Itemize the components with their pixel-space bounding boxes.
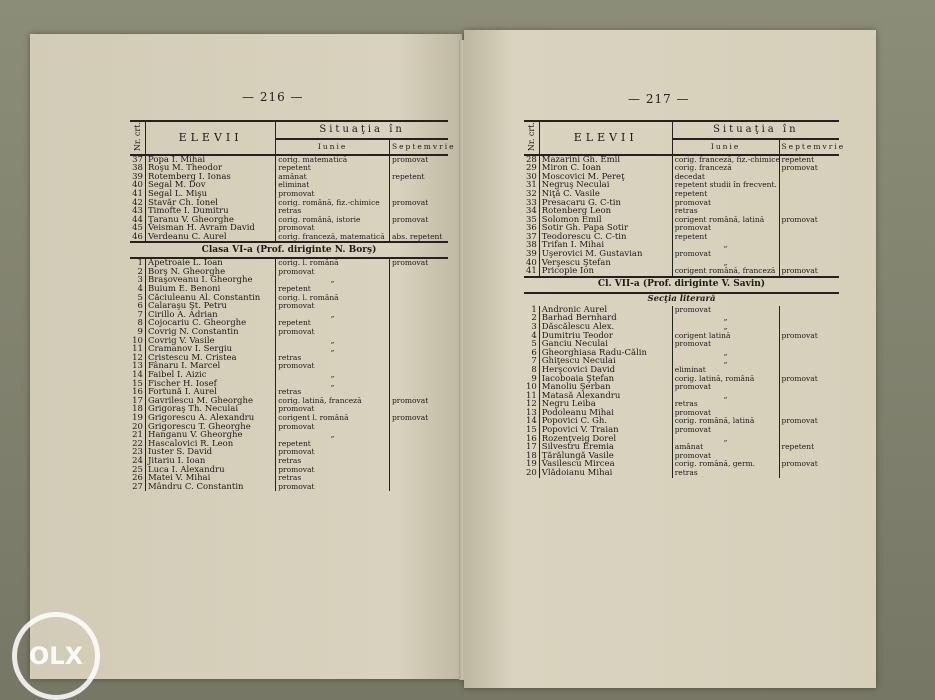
status-september: [389, 474, 448, 483]
student-name: Calaraşu Şt. Petru: [145, 302, 275, 311]
student-name: Roşu M. Theodor: [145, 164, 275, 173]
status-june: promovat: [672, 409, 779, 418]
status-september: [779, 181, 839, 190]
row-number: 3: [524, 323, 539, 332]
status-june: corigent română, franceză: [672, 267, 779, 277]
status-june: promovat: [276, 466, 390, 475]
status-september: [389, 362, 448, 371]
row-number: 22: [130, 440, 145, 449]
subsection-title-literara: Secţia literară: [647, 294, 716, 305]
student-name: Presacaru G. C-tin: [539, 198, 672, 207]
row-number: 41: [130, 190, 145, 199]
row-number: 19: [524, 460, 539, 469]
status-september: [389, 423, 448, 432]
status-september: [779, 233, 839, 242]
student-name: Ganciu Neculai: [539, 340, 672, 349]
status-september: promovat: [391, 197, 429, 207]
student-name: Negru Leiba: [539, 400, 672, 409]
status-september: [389, 319, 448, 328]
status-june: promovat: [276, 328, 390, 337]
row-number: 10: [130, 337, 145, 346]
table-row: [130, 233, 448, 243]
student-name: Segal M. Dov: [145, 181, 275, 190]
row-number: 1: [130, 258, 145, 268]
status-june: retras: [276, 388, 390, 397]
row-number: 14: [524, 417, 539, 426]
student-name: Iuster S. David: [145, 448, 275, 457]
row-number: 2: [130, 268, 145, 277]
status-june: „: [672, 392, 779, 401]
row-number: 15: [130, 380, 145, 389]
status-june: repetent: [276, 440, 390, 449]
row-number: 8: [524, 366, 539, 375]
student-name: Iacoboaia Ştefan: [539, 374, 672, 383]
section-title-cl-vii: Cl. VII-a (Prof. diriginte V. Savin): [524, 277, 839, 293]
student-name: Cirillo A. Adrian: [145, 311, 275, 320]
elevii-header: ELEVII: [145, 121, 275, 155]
status-june: corigent română, latină: [672, 216, 779, 225]
student-name: Solomon Emil: [539, 216, 672, 225]
grades-table-right: [524, 120, 846, 479]
status-september: promovat: [781, 214, 818, 224]
iunie-header: Iunie: [672, 139, 779, 155]
status-june: „: [276, 380, 390, 389]
status-june: promovat: [276, 302, 390, 311]
status-september: [779, 383, 839, 392]
status-june: corigent l. română: [276, 414, 390, 423]
student-name: Podoleanu Mihai: [539, 409, 672, 418]
row-number: 18: [130, 405, 145, 414]
status-september: [779, 357, 839, 366]
student-name: Cojocariu C. Gheorghe: [145, 319, 275, 328]
status-september: abs. repetent: [391, 231, 443, 241]
page-number-217: — 217 —: [628, 92, 690, 106]
row-number: 40: [130, 181, 145, 190]
nr-crt-header: Nr. crt.: [524, 121, 539, 155]
status-september: [779, 469, 839, 478]
status-september: promovat: [391, 395, 429, 405]
row-number: 42: [130, 198, 145, 207]
student-name: Covrig N. Constantin: [145, 328, 275, 337]
status-june: corig. franceză, matematică: [276, 233, 390, 243]
student-name: Veisman H. Avram David: [145, 224, 275, 233]
septemvrie-header: Septemvrie: [779, 139, 839, 155]
status-june: repetent: [276, 164, 390, 173]
status-june: corig. franceză, fiz.-chimice: [672, 155, 779, 165]
septemvrie-header: Septemvrie: [389, 139, 448, 155]
status-june: „: [672, 314, 779, 323]
row-number: 38: [130, 164, 145, 173]
row-number: 7: [130, 311, 145, 320]
status-june: promovat: [672, 306, 779, 315]
status-june: retras: [672, 207, 779, 216]
status-june: corig. latină, franceză: [276, 397, 390, 406]
row-number: 26: [130, 474, 145, 483]
status-september: [389, 440, 448, 449]
student-name: Timofte I. Dumitru: [145, 207, 275, 216]
status-september: promovat: [391, 214, 429, 224]
row-number: 19: [130, 414, 145, 423]
status-june: corig. l. română: [276, 294, 390, 303]
status-september: [389, 285, 448, 294]
row-number: 21: [130, 431, 145, 440]
status-june: corig. franceză: [672, 164, 779, 173]
status-september: [779, 340, 839, 349]
status-june: repetent: [672, 233, 779, 242]
row-number: 13: [524, 409, 539, 418]
row-number: 6: [524, 349, 539, 358]
status-june: repetent: [672, 190, 779, 199]
row-number: 33: [524, 198, 539, 207]
student-name: Jitariu I. Ioan: [145, 457, 275, 466]
status-september: [779, 314, 839, 323]
row-number: 29: [524, 164, 539, 173]
status-june: repetent: [276, 319, 390, 328]
status-june: „: [276, 311, 390, 320]
row-number: 5: [130, 294, 145, 303]
table-row: [130, 483, 448, 492]
status-september: [779, 198, 839, 207]
status-june: retras: [276, 207, 390, 216]
status-june: corig. română, istorie: [276, 216, 390, 225]
status-september: [389, 466, 448, 475]
row-number: 4: [130, 285, 145, 294]
row-number: 36: [524, 224, 539, 233]
row-number: 37: [130, 155, 145, 165]
status-june: „: [672, 349, 779, 358]
status-june: promovat: [276, 268, 390, 277]
student-name: Mândru C. Constantin: [145, 483, 275, 492]
status-june: „: [276, 345, 390, 354]
status-june: promovat: [276, 190, 390, 199]
status-september: promovat: [781, 266, 818, 276]
status-june: promovat: [672, 198, 779, 207]
student-name: Grigoraş Th. Neculai: [145, 405, 275, 414]
status-june: „: [672, 259, 779, 268]
student-name: Vasilescu Mircea: [539, 460, 672, 469]
row-number: 24: [130, 457, 145, 466]
student-name: Fânaru I. Marcel: [145, 362, 275, 371]
iunie-header: Iunie: [276, 139, 390, 155]
status-june: corig. română, latină: [672, 417, 779, 426]
nr-crt-header: Nr. crt.: [130, 121, 145, 155]
status-june: corig. română, germ.: [672, 460, 779, 469]
status-september: promovat: [781, 416, 818, 426]
status-june: corig. română, fiz.-chimice: [276, 198, 390, 207]
status-september: promovat: [781, 163, 818, 173]
row-number: 13: [130, 362, 145, 371]
status-june: corig. matematică: [276, 155, 390, 165]
student-name: Niţă C. Vasile: [539, 190, 672, 199]
row-number: 1: [524, 306, 539, 315]
row-number: 44: [130, 216, 145, 225]
student-name: Fortună I. Aurel: [145, 388, 275, 397]
student-name: Braşoveanu I. Gheorghe: [145, 276, 275, 285]
student-name: Grigorescu T. Gheorghe: [145, 423, 275, 432]
section-title-clasa-vi: Clasa VI-a (Prof. diriginte N. Borş): [130, 242, 448, 258]
status-september: [389, 354, 448, 363]
status-june: promovat: [276, 483, 390, 492]
status-september: [389, 294, 448, 303]
grades-table-left: [130, 120, 456, 492]
row-number: 41: [524, 267, 539, 277]
status-september: [389, 431, 448, 440]
student-name: Borş N. Gheorghe: [145, 268, 275, 277]
row-number: 34: [524, 207, 539, 216]
student-name: Matasă Alexandru: [539, 392, 672, 401]
row-number: 9: [130, 328, 145, 337]
status-june: „: [672, 357, 779, 366]
status-september: [779, 306, 839, 315]
status-september: [779, 349, 839, 358]
student-name: Faibel I. Aizic: [145, 371, 275, 380]
row-number: 17: [130, 397, 145, 406]
row-number: 23: [130, 448, 145, 457]
row-number: 38: [524, 241, 539, 250]
row-number: 31: [524, 181, 539, 190]
student-name: Fischer H. Iosef: [145, 380, 275, 389]
student-name: Miron C. Ioan: [539, 164, 672, 173]
status-september: [389, 345, 448, 354]
student-name: Gheorghiasa Radu-Călin: [539, 349, 672, 358]
row-number: 45: [130, 224, 145, 233]
status-june: „: [276, 431, 390, 440]
student-name: Ţărălungă Vasile: [539, 452, 672, 461]
student-name: Teodorescu C. C-tin: [539, 233, 672, 242]
student-name: Pricopie Ion: [539, 267, 672, 277]
right-page: [464, 30, 876, 688]
status-june: repetent: [276, 285, 390, 294]
status-june: retras: [276, 474, 390, 483]
page-number-216: — 216 —: [242, 90, 304, 104]
row-number: 8: [130, 319, 145, 328]
status-june: amânat: [672, 443, 779, 452]
student-name: Negruş Neculai: [539, 181, 672, 190]
left-page: [30, 34, 462, 679]
status-june: „: [276, 276, 390, 285]
status-september: [389, 371, 448, 380]
row-number: 3: [130, 276, 145, 285]
olx-watermark-logo: OLX: [12, 612, 100, 700]
student-name: Popovici V. Traian: [539, 426, 672, 435]
row-number: 39: [524, 250, 539, 259]
status-june: decedat: [672, 173, 779, 182]
status-september: repetent: [781, 442, 815, 452]
status-june: retras: [276, 354, 390, 363]
row-number: 40: [524, 259, 539, 268]
student-name: Andronic Aurel: [539, 306, 672, 315]
row-number: 2: [524, 314, 539, 323]
status-june: promovat: [672, 452, 779, 461]
student-name: Luca I. Alexandru: [145, 466, 275, 475]
table-row: [524, 469, 839, 478]
student-name: Rotenberg Leon: [539, 207, 672, 216]
status-september: [779, 426, 839, 435]
status-september: promovat: [781, 459, 818, 469]
status-june: corigent latină: [672, 332, 779, 341]
row-number: 30: [524, 173, 539, 182]
row-number: 6: [130, 302, 145, 311]
student-name: Mazarini Gh. Emil: [539, 155, 672, 165]
row-number: 20: [130, 423, 145, 432]
row-number: 18: [524, 452, 539, 461]
status-june: promovat: [276, 224, 390, 233]
status-september: [389, 302, 448, 311]
status-september: [389, 380, 448, 389]
student-name: Silvestru Eremia: [539, 443, 672, 452]
status-june: retras: [276, 457, 390, 466]
student-name: Manoliu Şerban: [539, 383, 672, 392]
status-september: [389, 483, 448, 492]
row-number: 20: [524, 469, 539, 478]
student-name: Rozenţveig Dorel: [539, 435, 672, 444]
status-june: promovat: [672, 250, 779, 259]
status-june: promovat: [276, 362, 390, 371]
status-september: [389, 268, 448, 277]
student-name: Herşcovici David: [539, 366, 672, 375]
student-name: Ghiţescu Neculai: [539, 357, 672, 366]
status-june: eliminat: [276, 181, 390, 190]
status-september: [779, 250, 839, 259]
student-name: Popovici C. Gh.: [539, 417, 672, 426]
row-number: 11: [524, 392, 539, 401]
row-number: 17: [524, 443, 539, 452]
row-number: 43: [130, 207, 145, 216]
status-june: promovat: [672, 224, 779, 233]
student-name: Cristescu M. Cristea: [145, 354, 275, 363]
row-number: 12: [524, 400, 539, 409]
row-number: 39: [130, 173, 145, 182]
student-name: Rotemberg I. Ionas: [145, 173, 275, 182]
status-june: promovat: [672, 340, 779, 349]
status-june: promovat: [672, 383, 779, 392]
status-june: promovat: [276, 423, 390, 432]
row-number: 16: [130, 388, 145, 397]
row-number: 28: [524, 155, 539, 165]
student-name: Stavăr Ch. Ionel: [145, 198, 275, 207]
situatia-header: Situaţia în: [276, 121, 448, 139]
status-september: repetent: [781, 154, 815, 164]
status-september: [779, 173, 839, 182]
student-name: Apetroaie L. Ioan: [145, 258, 275, 268]
row-number: 35: [524, 216, 539, 225]
status-september: [389, 311, 448, 320]
status-june: corig. l. română: [276, 258, 390, 268]
status-september: [389, 276, 448, 285]
status-june: „: [672, 435, 779, 444]
status-june: corig. latină, română: [672, 374, 779, 383]
student-name: Trifan I. Mihai: [539, 241, 672, 250]
status-september: [779, 400, 839, 409]
status-september: [779, 392, 839, 401]
row-number: 5: [524, 340, 539, 349]
student-name: Căciuleanu Al. Constantin: [145, 294, 275, 303]
status-september: repetent: [391, 171, 425, 181]
status-september: promovat: [391, 154, 429, 164]
status-september: promovat: [391, 412, 429, 422]
table-row: [524, 267, 839, 277]
status-june: promovat: [276, 448, 390, 457]
elevii-header: ELEVII: [539, 121, 672, 155]
student-name: Cramanov I. Sergiu: [145, 345, 275, 354]
status-june: „: [276, 371, 390, 380]
student-name: Barhad Bernhard: [539, 314, 672, 323]
student-name: Ţaranu V. Gheorghe: [145, 216, 275, 225]
row-number: 9: [524, 374, 539, 383]
row-number: 4: [524, 332, 539, 341]
status-september: [389, 457, 448, 466]
student-name: Verşescu Ştefan: [539, 259, 672, 268]
situatia-header: Situaţia în: [672, 121, 839, 139]
row-number: 46: [130, 233, 145, 243]
row-number: 16: [524, 435, 539, 444]
student-name: Gavrilescu M. Gheorghe: [145, 397, 275, 406]
status-june: „: [672, 241, 779, 250]
status-june: amânat: [276, 173, 390, 182]
status-september: [389, 337, 448, 346]
status-june: „: [672, 323, 779, 332]
status-june: eliminat: [672, 366, 779, 375]
status-september: [779, 241, 839, 250]
student-name: Dumitriu Teodor: [539, 332, 672, 341]
student-name: Dăscălescu Alex.: [539, 323, 672, 332]
status-september: [389, 328, 448, 337]
student-name: Popa I. Mihai: [145, 155, 275, 165]
status-june: repetent studii în frecvent.: [672, 181, 779, 190]
row-number: 15: [524, 426, 539, 435]
row-number: 32: [524, 190, 539, 199]
status-june: promovat: [672, 426, 779, 435]
student-name: Verdeanu C. Aurel: [145, 233, 275, 243]
student-name: Hanganu V. Gheorghe: [145, 431, 275, 440]
status-september: promovat: [781, 330, 818, 340]
student-name: Segal L. Mişu: [145, 190, 275, 199]
row-number: 25: [130, 466, 145, 475]
status-september: [389, 181, 448, 190]
student-name: Covrig V. Vasile: [145, 337, 275, 346]
student-name: Vlădoianu Mihai: [539, 469, 672, 478]
row-number: 14: [130, 371, 145, 380]
row-number: 37: [524, 233, 539, 242]
status-june: retras: [672, 400, 779, 409]
student-name: Sotir Gh. Papa Sotir: [539, 224, 672, 233]
status-september: [779, 224, 839, 233]
status-june: promovat: [276, 405, 390, 414]
status-september: [389, 448, 448, 457]
row-number: 11: [130, 345, 145, 354]
student-name: Grigorescu A. Alexandru: [145, 414, 275, 423]
row-number: 27: [130, 483, 145, 492]
student-name: Uşerovici M. Gustavian: [539, 250, 672, 259]
status-june: retras: [672, 469, 779, 478]
status-september: promovat: [391, 258, 429, 268]
student-name: Matei V. Mihai: [145, 474, 275, 483]
status-june: „: [276, 337, 390, 346]
row-number: 12: [130, 354, 145, 363]
status-september: promovat: [781, 373, 818, 383]
student-name: Hascalovici R. Leon: [145, 440, 275, 449]
student-name: Buium E. Benoni: [145, 285, 275, 294]
row-number: 7: [524, 357, 539, 366]
student-name: Moscovici M. Pereţ: [539, 173, 672, 182]
status-september: [779, 190, 839, 199]
row-number: 10: [524, 383, 539, 392]
